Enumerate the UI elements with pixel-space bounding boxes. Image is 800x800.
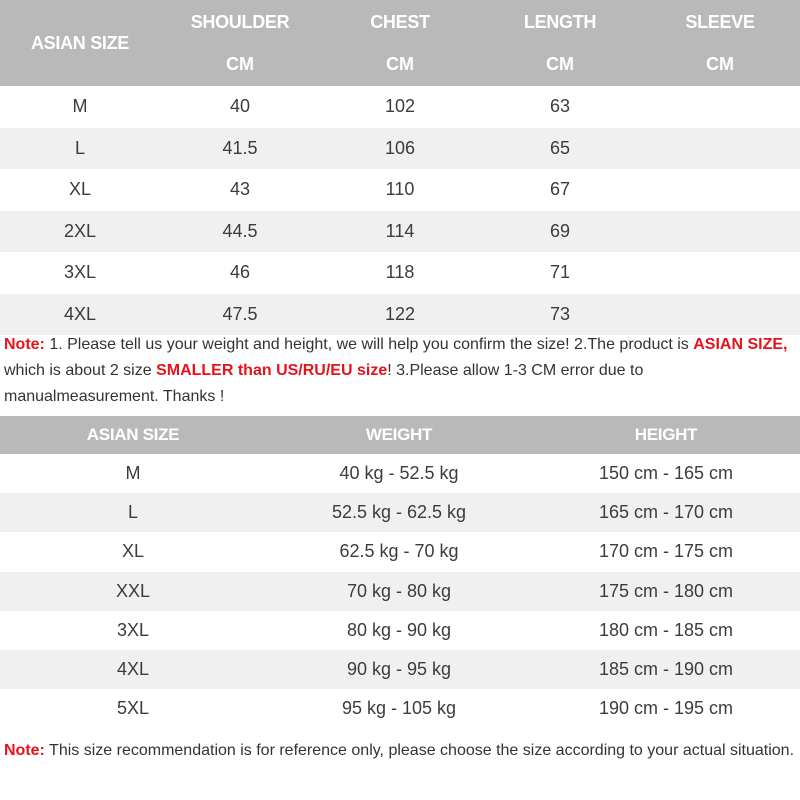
size-cell: 5XL <box>116 698 150 719</box>
table-row <box>0 294 800 336</box>
note-text-part3: ! 3.Please allow 1-3 CM error due to manualmeasurement. Thanks ! <box>4 362 644 405</box>
size-cell: 2XL <box>63 220 97 241</box>
note-label: Note: <box>4 742 45 759</box>
size-note <box>4 332 796 410</box>
weight-cell: 62.5 kg - 70 kg <box>339 541 459 562</box>
length-cell: 63 <box>549 96 571 116</box>
header-shoulder-unit: CM <box>226 54 254 74</box>
table-row <box>0 650 800 689</box>
chest-cell: 122 <box>384 303 416 324</box>
size-cell: L <box>74 137 85 158</box>
weight-cell: 80 kg - 90 kg <box>346 619 452 640</box>
table-row <box>0 454 800 493</box>
table-row <box>0 86 800 128</box>
height-cell: 180 cm - 185 cm <box>598 619 734 640</box>
weight-cell: 40 kg - 52.5 kg <box>339 463 459 483</box>
table-row <box>0 169 800 211</box>
header-asian-size: ASIAN SIZE <box>30 33 129 53</box>
height-cell: 150 cm - 165 cm <box>598 463 734 483</box>
table-row <box>0 689 800 728</box>
size-cell: XL <box>121 541 145 562</box>
chest-cell: 110 <box>385 179 415 199</box>
size-cell: L <box>127 502 138 523</box>
size-cell: 4XL <box>63 303 97 324</box>
length-cell: 65 <box>549 137 571 158</box>
shoulder-cell: 40 <box>229 96 251 116</box>
table-row <box>0 128 800 170</box>
header-asian-size: ASIAN SIZE <box>86 425 180 444</box>
table-row <box>0 252 800 294</box>
shoulder-cell: 44.5 <box>222 220 258 241</box>
size-cell: M <box>125 463 141 483</box>
height-cell: 185 cm - 190 cm <box>598 658 734 679</box>
length-cell: 73 <box>549 303 571 324</box>
header-length <box>480 0 640 86</box>
header-chest-label: CHEST <box>370 12 430 32</box>
shoulder-cell: 46 <box>229 262 251 282</box>
note-text-part1: 1. Please tell us your weight and height, we will help you confirm the size! 2.The product is <box>44 336 694 353</box>
size-cell: 3XL <box>116 619 150 640</box>
weight-cell: 70 kg - 80 kg <box>346 580 452 601</box>
measurement-table-body <box>0 86 800 335</box>
length-cell: 69 <box>549 220 571 241</box>
header-length-unit: CM <box>546 54 574 74</box>
weight-cell: 95 kg - 105 kg <box>341 698 457 719</box>
weight-cell: 90 kg - 95 kg <box>346 658 452 679</box>
length-cell: 71 <box>549 262 571 282</box>
recommendation-note <box>4 738 796 763</box>
chest-cell: 114 <box>385 220 415 241</box>
header-chest <box>320 0 480 86</box>
height-cell: 175 cm - 180 cm <box>598 580 734 601</box>
measurement-table-header <box>0 0 800 86</box>
table-row <box>0 572 800 611</box>
header-sleeve-unit: CM <box>706 54 734 74</box>
table-row <box>0 611 800 650</box>
shoulder-cell: 47.5 <box>222 303 258 324</box>
recommendation-table-header <box>0 416 800 454</box>
shoulder-cell: 41.5 <box>222 137 258 158</box>
length-cell: 67 <box>549 179 571 199</box>
note-label: Note: <box>4 336 45 353</box>
chest-cell: 118 <box>385 262 415 282</box>
note-text-part2: which is about 2 size <box>4 362 157 379</box>
table-row <box>0 532 800 571</box>
header-length-label: LENGTH <box>523 12 597 32</box>
height-cell: 165 cm - 170 cm <box>598 502 734 523</box>
height-cell: 170 cm - 175 cm <box>598 541 734 562</box>
weight-cell: 52.5 kg - 62.5 kg <box>331 502 467 523</box>
note-text: This size recommendation is for reference only, please choose the size according to your actual situation. <box>44 742 795 759</box>
size-cell: 4XL <box>116 658 150 679</box>
shoulder-cell: 43 <box>229 179 251 199</box>
header-shoulder-label: SHOULDER <box>190 12 290 32</box>
header-weight: WEIGHT <box>365 425 433 444</box>
size-cell: XXL <box>115 580 151 601</box>
note-highlight-smaller: SMALLER than US/RU/EU size <box>156 362 388 379</box>
header-chest-unit: CM <box>386 54 414 74</box>
header-height: HEIGHT <box>634 425 698 444</box>
height-cell: 190 cm - 195 cm <box>598 698 734 719</box>
header-sleeve-label: SLEEVE <box>685 12 755 32</box>
size-cell: 3XL <box>63 262 97 282</box>
chest-cell: 102 <box>384 96 416 116</box>
table-row <box>0 211 800 253</box>
size-cell: XL <box>68 179 92 199</box>
size-cell: M <box>72 96 88 116</box>
header-shoulder <box>160 0 320 86</box>
header-sleeve <box>640 0 800 86</box>
note-highlight-asian-size: ASIAN SIZE, <box>693 336 788 353</box>
chest-cell: 106 <box>384 137 416 158</box>
table-row <box>0 493 800 532</box>
recommendation-table-body <box>0 454 800 728</box>
